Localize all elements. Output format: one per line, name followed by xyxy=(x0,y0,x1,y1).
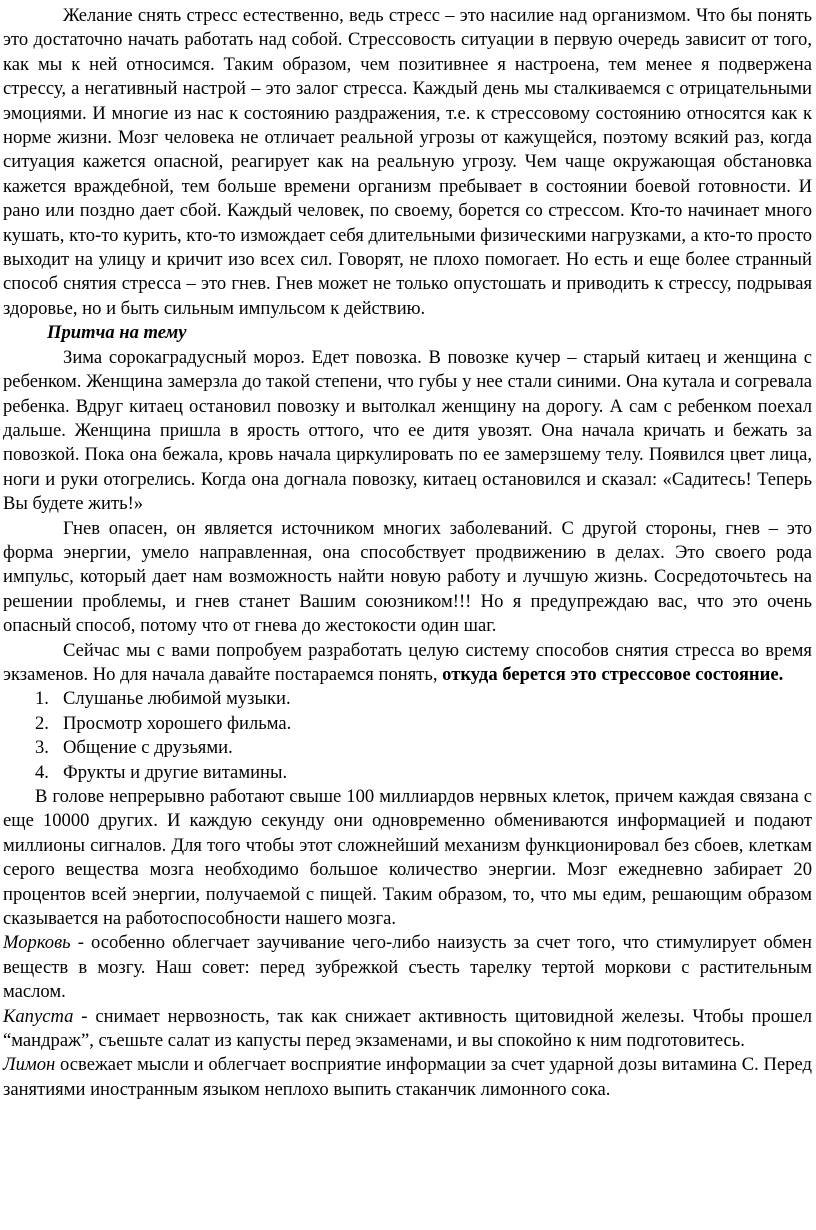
list-item-text: Фрукты и другие витамины. xyxy=(63,761,288,783)
carrot-paragraph xyxy=(3,931,812,1004)
exam-stress-paragraph xyxy=(3,639,812,688)
lemon-term: Лимон xyxy=(3,1054,56,1076)
lemon-paragraph xyxy=(3,1053,812,1102)
carrot-text: - особенно облегчает заучивание чего-либо наизусть за счет того, что стимулирует обмен веществ в мозгу. Наш совет: перед зубрежкой съесть тарелку тертой моркови с растительным маслом. xyxy=(3,932,812,1003)
cabbage-paragraph xyxy=(3,1005,812,1054)
list-item xyxy=(3,736,812,760)
list-item-number: 2. xyxy=(35,712,49,734)
carrot-term: Морковь xyxy=(3,932,71,954)
exam-stress-text: Сейчас мы с вами попробуем разработать целую систему способов снятия стресса во время экзаменов. Но для начала давайте постараемся понять, xyxy=(3,639,812,685)
intro-paragraph: Желание снять стресс естественно, ведь стресс – это насилие над организмом. Что бы понять это достаточно начать работать над собой. Стрессовость ситуации в первую очередь зависит от того, как мы к ней относимся. Таким образом, чем позитивнее я настроена, тем менее я подвержена стрессу, а негативный настрой – это залог стресса. Каждый день мы сталкиваемся с отрицательными эмоциями. И многие из нас к состоянию раздражения, т.е. к стрессовому состоянию относятся как к норме жизни. Мозг человека не отличает реальной угрозы от кажущейся, поэтому всякий раз, когда ситуация кажется опасной, реагирует как на реальную угрозу. Чем чаще окружающая обстановка кажется враждебной, тем больше времени организм пребывает в состоянии боевой готовности. И рано или поздно дает сбой. Каждый человек, по своему, борется со стрессом. Кто-то начинает много кушать, кто-то курить, кто-то измождает себя длительными физическими нагрузками, а кто-то просто выходит на улицу и кричит изо всех сил. Говорят, не плохо помогает. Но есть и еще более странный способ снятия стресса – это гнев. Гнев может не только опустошать и приводить к стрессу, подрывая здоровье, но и быть сильным импульсом к действию. xyxy=(3,5,812,319)
anger-paragraph: Гнев опасен, он является источником многих заболеваний. С другой стороны, гнев – это форма энергии, умело направленная, она способствует продвижению в делах. Это своего рода импульс, который дает нам возможность найти новую работу и лучшую жизнь. Сосредоточьтесь на решении проблемы, и гнев станет Вашим союзником!!! Но я предупреждаю вас, что это очень опасный способ, потому что от гнева до жестокости один шаг. xyxy=(3,517,812,637)
lemon-text: освежает мысли и облегчает восприятие информации за счет ударной дозы витамина С. Перед занятиями иностранным языком неплохо выпить стаканчик лимонного сока. xyxy=(3,1054,812,1100)
list-item-text: Общение с друзьями. xyxy=(63,737,233,759)
stress-relief-list xyxy=(3,687,812,785)
list-item-number: 3. xyxy=(35,737,49,759)
list-item xyxy=(3,712,812,736)
cabbage-term: Капуста xyxy=(3,1005,74,1027)
list-item xyxy=(3,761,812,785)
brain-paragraph: В голове непрерывно работают свыше 100 миллиардов нервных клеток, причем каждая связана с еще 10000 других. И каждую секунду они одновременно обмениваются информацией и подают миллионы сигналов. Для того чтобы этот сложнейший механизм функционировал без сбоев, клеткам серого вещества мозга необходимо большое количество энергии. Мозг ежедневно забирает 20 процентов всей энергии, получаемой с пищей. Таким образом, то, что мы едим, решающим образом сказывается на работоспособности нашего мозга. xyxy=(3,786,812,930)
exam-stress-bold-text: откуда берется это стрессовое состояние. xyxy=(442,663,784,685)
list-item-text: Просмотр хорошего фильма. xyxy=(63,712,292,734)
list-item xyxy=(3,687,812,711)
cabbage-text: - снимает нервозность, так как снижает активность щитовидной железы. Чтобы прошел “мандраж”, съешьте салат из капусты перед экзаменами, и вы спокойно к ним подготовитесь. xyxy=(3,1005,812,1052)
list-item-number: 4. xyxy=(35,761,49,783)
list-item-text: Слушанье любимой музыки. xyxy=(63,688,291,710)
list-item-number: 1. xyxy=(35,688,49,710)
parable-paragraph: Зима сорокаградусный мороз. Едет повозка. В повозке кучер – старый китаец и женщина с ребенком. Женщина замерзла до такой степени, что губы у нее стали синими. Она кутала и согревала ребенка. Вдруг китаец остановил повозку и вытолкал женщину на дорогу. А сам с ребенком поехал дальше. Женщина пришла в ярость оттого, что ее дитя увозят. Она начала кричать и бежать за повозкой. Пока она бежала, кровь начала циркулировать по ее замерзшему телу. Появился цвет лица, ноги и руки отогрелись. Когда она догнала повозку, китаец остановился и сказал: «Садитесь! Теперь Вы будете жить!» xyxy=(3,346,812,515)
parable-heading: Притча на тему xyxy=(47,322,187,344)
